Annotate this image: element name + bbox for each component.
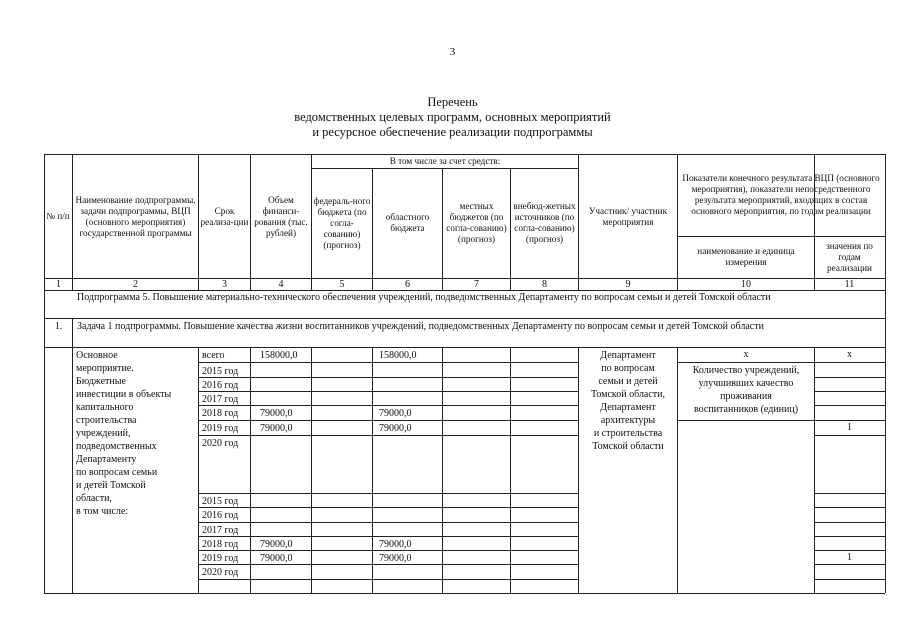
grid-line	[814, 435, 885, 436]
indicator-line: Количество учреждений,	[692, 365, 800, 376]
grid-line	[72, 154, 73, 290]
volume-value: 79000,0	[260, 408, 293, 419]
regional-value: 79000,0	[379, 408, 412, 419]
indicator-value: 1	[847, 422, 852, 433]
col-number: 8	[542, 279, 547, 290]
header-number: № п/п	[46, 211, 70, 221]
grid-line	[578, 154, 579, 290]
participant-line: семьи и детей	[598, 376, 658, 387]
header-federal: федераль-ного бюджета (по согла-сованию) (прогноз)	[313, 195, 371, 250]
grid-line	[814, 420, 885, 421]
grid-line	[198, 405, 578, 406]
grid-line	[814, 564, 885, 565]
grid-line	[677, 154, 678, 290]
header-indicator-name: наименование и единица измерения	[697, 246, 795, 267]
grid-line	[814, 579, 885, 580]
grid-line	[44, 347, 885, 348]
grid-line	[198, 507, 578, 508]
grid-line	[814, 493, 885, 494]
participant-line: Томской области,	[590, 389, 666, 400]
header-indicators: Показатели конечного результата ВЦП (основного мероприятия), показатели непосредственного результата мероприятий, входящих в состав основного мероприятия, по годам реализации	[682, 173, 880, 216]
col-number: 2	[133, 279, 138, 290]
regional-value: 79000,0	[379, 553, 412, 564]
col-number: 3	[222, 279, 227, 290]
grid-line	[44, 318, 885, 319]
page-title: Перечень	[427, 95, 478, 109]
grid-line	[198, 550, 578, 551]
activity-line: капитального	[76, 402, 134, 413]
activity-line: и детей Томской	[76, 480, 146, 491]
grid-line	[677, 420, 814, 421]
indicator-value: х	[847, 349, 852, 360]
grid-line	[578, 347, 579, 593]
grid-line	[44, 154, 45, 593]
indicator-line: воспитанников (единиц)	[693, 404, 799, 415]
activity-name	[76, 349, 198, 518]
grid-line	[510, 168, 511, 290]
col-number: 7	[474, 279, 479, 290]
period-label: всего	[202, 350, 225, 361]
header-funding-group: В том числе за счет средств:	[389, 156, 501, 166]
col-number: 1	[56, 279, 61, 290]
regional-value: 79000,0	[379, 423, 412, 434]
grid-line	[442, 347, 443, 593]
grid-line	[311, 154, 312, 290]
period-label: 2015 год	[202, 496, 239, 507]
grid-line	[44, 290, 885, 291]
grid-line	[198, 347, 199, 593]
activity-line: Бюджетные	[76, 376, 126, 387]
indicator-name	[678, 364, 814, 416]
header-extrabudget: внебюд-жетных источников (по согла-сованию) (прогноз)	[513, 201, 576, 244]
col-number: 9	[625, 279, 631, 290]
grid-line	[677, 362, 814, 363]
participant-line: Департамент	[600, 350, 656, 361]
grid-line	[198, 391, 578, 392]
period-label: 2016 год	[202, 380, 239, 391]
activity-line: Основное	[76, 350, 118, 361]
grid-line	[198, 536, 578, 537]
grid-line	[814, 550, 885, 551]
grid-line	[442, 168, 443, 290]
participant	[579, 349, 677, 453]
task-number: 1.	[54, 321, 63, 332]
grid-line	[311, 347, 312, 593]
grid-line	[198, 522, 578, 523]
period-label: 2018 год	[202, 539, 239, 550]
volume-value: 79000,0	[260, 553, 293, 564]
grid-line	[250, 347, 251, 593]
subprogram-title: Подпрограмма 5. Повышение материально-технического обеспечения учреждений, подведомственных Департаменту по вопросам семьи и детей Томской области	[77, 292, 771, 303]
header-local: местных бюджетов (по согла-сованию) (прогноз)	[446, 201, 507, 244]
grid-line	[814, 154, 815, 290]
grid-line	[814, 362, 885, 363]
task-title: Задача 1 подпрограммы. Повышение качества жизни воспитанников учреждений, подведомственных Департаменту по вопросам семьи и детей Томской области	[77, 321, 764, 332]
grid-line	[814, 347, 815, 593]
header-regional: областного бюджета	[385, 212, 430, 233]
grid-line	[814, 377, 885, 378]
period-label: 2018 год	[202, 408, 239, 419]
grid-line	[198, 579, 578, 580]
col-number: 5	[339, 279, 345, 290]
participant-line: и строительства	[593, 428, 663, 439]
activity-line: по вопросам семьи	[76, 467, 158, 478]
col-number: 6	[405, 279, 410, 290]
activity-line: строительства	[76, 415, 137, 426]
grid-line	[198, 435, 578, 436]
grid-line	[814, 507, 885, 508]
grid-line	[198, 420, 578, 421]
page-subtitle-1: ведомственных целевых программ, основных мероприятий	[294, 110, 611, 124]
grid-line	[510, 347, 511, 593]
participant-line: архитектуры	[600, 415, 656, 426]
grid-line	[814, 536, 885, 537]
activity-line: подведомственных	[76, 441, 157, 452]
grid-line	[312, 168, 578, 169]
period-label: 2019 год	[202, 423, 239, 434]
participant-line: Томской области	[592, 441, 664, 452]
grid-line	[198, 154, 199, 290]
grid-line	[250, 154, 251, 290]
volume-value: 79000,0	[260, 423, 293, 434]
grid-line	[372, 168, 373, 290]
volume-value: 158000,0	[260, 350, 298, 361]
grid-line	[372, 347, 373, 593]
grid-line	[814, 522, 885, 523]
header-volume: Объем финанси-рования (тыс. рублей)	[254, 194, 308, 238]
grid-line	[814, 391, 885, 392]
volume-value: 79000,0	[260, 539, 293, 550]
page-number: 3	[449, 46, 456, 58]
period-label: 2017 год	[202, 394, 239, 405]
regional-value: 158000,0	[379, 350, 417, 361]
header-participant: Участник/ участник мероприятия	[588, 205, 668, 227]
period-label: 2016 год	[202, 510, 239, 521]
indicator-name-x: х	[743, 349, 749, 360]
activity-line: Департаменту	[76, 454, 137, 465]
grid-line	[885, 154, 886, 593]
col-number: 10	[741, 279, 751, 290]
activity-line: мероприятие.	[76, 363, 134, 374]
grid-line	[44, 593, 885, 594]
col-number: 4	[278, 279, 284, 290]
grid-line	[72, 318, 73, 593]
period-label: 2019 год	[202, 553, 239, 564]
grid-line	[678, 236, 885, 237]
activity-line: в том числе:	[76, 506, 129, 517]
grid-line	[198, 362, 578, 363]
grid-line	[44, 278, 885, 279]
period-label: 2017 год	[202, 525, 239, 536]
activity-line: области,	[76, 493, 112, 504]
indicator-value: 1	[847, 552, 852, 563]
grid-line	[44, 154, 885, 155]
indicator-line: улучшивших качество	[698, 378, 794, 389]
period-label: 2020 год	[202, 438, 239, 449]
header-indicator-values: значения по годам реализации	[826, 240, 873, 273]
participant-line: Департамент	[600, 402, 656, 413]
indicator-line: проживания	[720, 391, 772, 402]
col-number: 11	[844, 279, 855, 290]
activity-line: учреждений,	[76, 428, 131, 439]
participant-line: по вопросам	[601, 363, 655, 374]
period-label: 2015 год	[202, 366, 239, 377]
header-name: Наименование подпрограммы, задачи подпрограммы, ВЦП (основного мероприятия) государственной программы	[75, 194, 196, 238]
activity-line: инвестиции в объекты	[76, 389, 172, 400]
period-label: 2020 год	[202, 567, 239, 578]
header-term: Срок реализа-ции	[200, 205, 249, 227]
grid-line	[198, 493, 578, 494]
regional-value: 79000,0	[379, 539, 412, 550]
grid-line	[198, 564, 578, 565]
grid-line	[677, 347, 678, 593]
grid-line	[198, 377, 578, 378]
page-subtitle-2: и ресурсное обеспечение реализации подпрограммы	[312, 125, 593, 139]
grid-line	[814, 405, 885, 406]
